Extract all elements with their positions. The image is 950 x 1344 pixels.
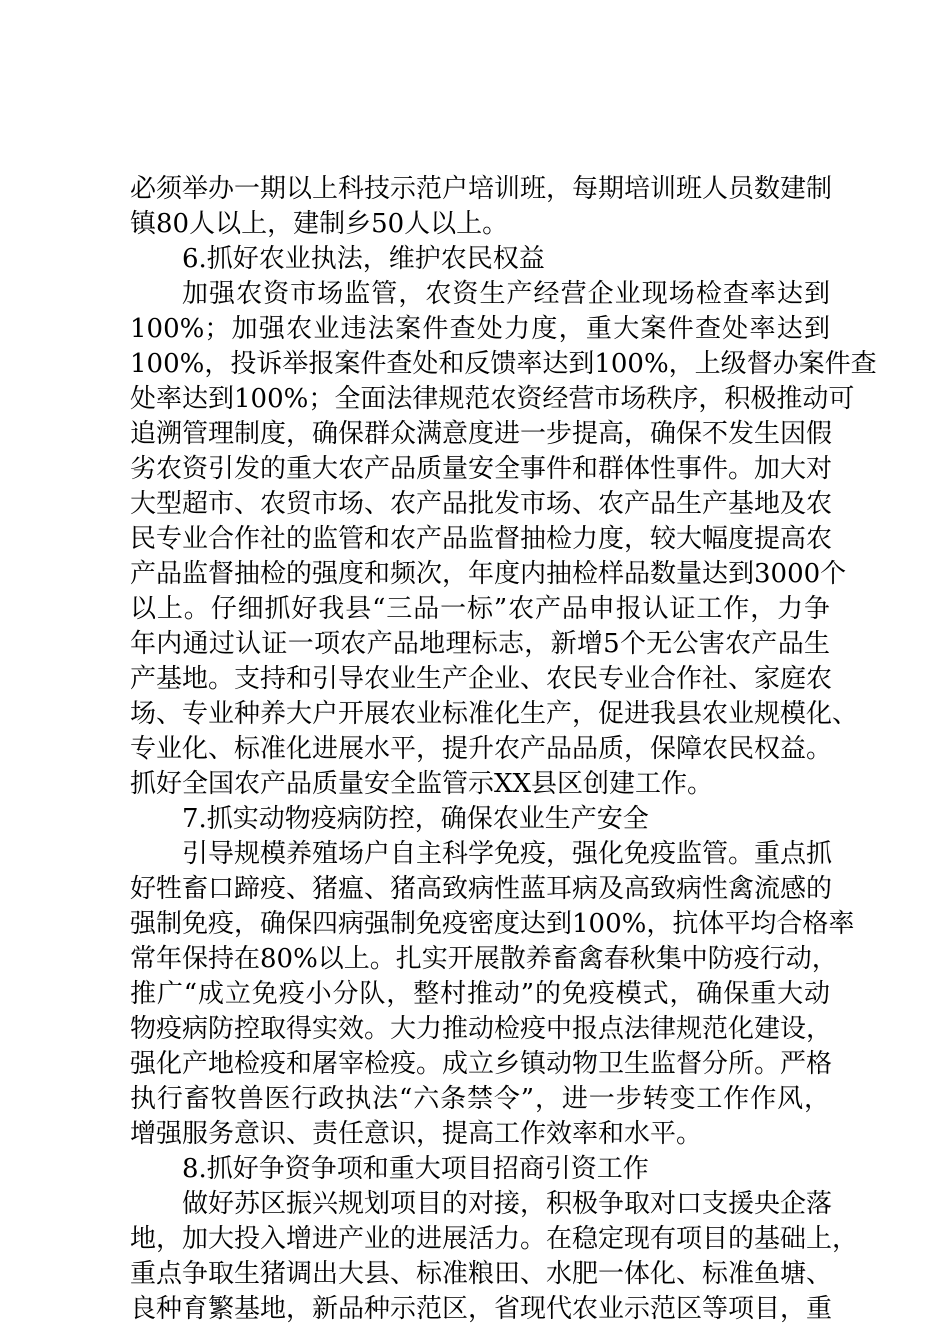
section-heading: 6.抓好农业执法，维护农民权益 xyxy=(182,244,545,274)
document-body xyxy=(130,172,877,1327)
paragraph-line: 强制免疫，确保四病强制免疫密度达到100%，抗体平均合格率 xyxy=(130,909,855,939)
paragraph-line: 必须举办一期以上科技示范户培训班，每期培训班人员数建制 xyxy=(130,174,833,204)
paragraph-line: 大型超市、农贸市场、农产品批发市场、农产品生产基地及农 xyxy=(130,489,833,519)
paragraph-first-line: 加强农资市场监管，农资生产经营企业现场检查率达到 xyxy=(182,279,830,309)
paragraph-line: 良种育繁基地，新品种示范区，省现代农业示范区等项目，重 xyxy=(130,1294,833,1324)
paragraph-line: 年内通过认证一项农产品地理标志，新增5个无公害农产品生 xyxy=(130,629,830,659)
paragraph-line: 处率达到100%；全面法律规范农资经营市场秩序，积极推动可 xyxy=(130,384,855,414)
paragraph-line: 地，加大投入增进产业的进展活力。在稳定现有项目的基础上， xyxy=(130,1224,859,1254)
paragraph-line: 产品监督抽检的强度和频次，年度内抽检样品数量达到3000个 xyxy=(130,559,847,589)
paragraph-line: 产基地。支持和引导农业生产企业、农民专业合作社、家庭农 xyxy=(130,664,833,694)
paragraph-line: 追溯管理制度，确保群众满意度进一步提高，确保不发生因假 xyxy=(130,419,833,449)
section-heading: 7.抓实动物疫病防控，确保农业生产安全 xyxy=(182,804,649,834)
paragraph-line: 物疫病防控取得实效。大力推动检疫中报点法律规范化建设， xyxy=(130,1014,833,1044)
paragraph-last-line: 增强服务意识、责任意识，提高工作效率和水平。 xyxy=(130,1119,703,1149)
paragraph-first-line: 引导规模养殖场户自主科学免疫，强化免疫监管。重点抓 xyxy=(182,839,833,869)
paragraph-last-line: 抓好全国农产品质量安全监管示XX县区创建工作。 xyxy=(130,769,714,799)
paragraph-first-line: 做好苏区振兴规划项目的对接，积极争取对口支援央企落 xyxy=(182,1189,833,1219)
paragraph-line: 100%，投诉举报案件查处和反馈率达到100%，上级督办案件查 xyxy=(130,349,877,379)
paragraph-line: 好牲畜口蹄疫、猪瘟、猪高致病性蓝耳病及高致病性禽流感的 xyxy=(130,874,833,904)
paragraph-line: 强化产地检疫和屠宰检疫。成立乡镇动物卫生监督分所。严格 xyxy=(130,1049,833,1079)
paragraph-line: 常年保持在80%以上。扎实开展散养畜禽春秋集中防疫行动， xyxy=(130,944,838,974)
paragraph-line: 专业化、标准化进展水平，提升农产品品质，保障农民权益。 xyxy=(130,734,833,764)
section-heading: 8.抓好争资争项和重大项目招商引资工作 xyxy=(182,1154,649,1184)
paragraph-line: 执行畜牧兽医行政执法“六条禁令”，进一步转变工作作风， xyxy=(130,1084,830,1114)
paragraph-line: 重点争取生猪调出大县、标准粮田、水肥一体化、标准鱼塘、 xyxy=(130,1259,833,1289)
paragraph-line: 以上。仔细抓好我县“三品一标”农产品申报认证工作，力争 xyxy=(130,594,830,624)
paragraph-line: 100%；加强农业违法案件查处力度，重大案件查处率达到 xyxy=(130,314,830,344)
paragraph-line: 民专业合作社的监管和农产品监督抽检力度，较大幅度提高农 xyxy=(130,524,833,554)
paragraph-last-line: 镇80人以上，建制乡50人以上。 xyxy=(130,209,509,239)
paragraph-line: 场、专业种养大户开展农业标准化生产，促进我县农业规模化、 xyxy=(130,699,859,729)
paragraph-line: 推广“成立免疫小分队，整村推动”的免疫模式，确保重大动 xyxy=(130,979,830,1009)
paragraph-line: 劣农资引发的重大农产品质量安全事件和群体性事件。加大对 xyxy=(130,454,833,484)
